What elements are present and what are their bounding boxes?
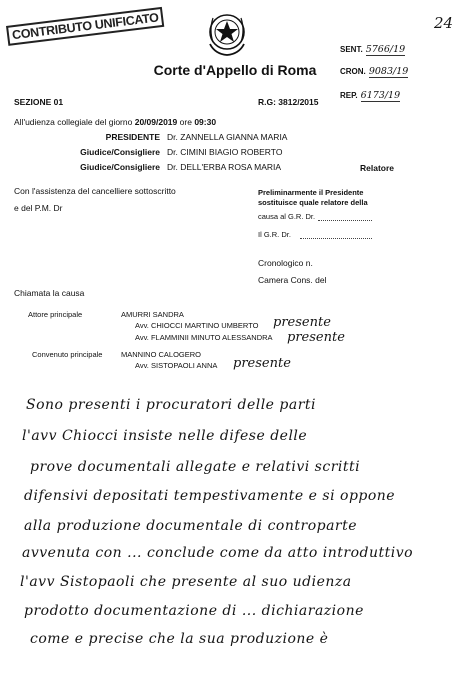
- handwritten-line: prove documentali allegate e relativi scritti: [30, 459, 361, 475]
- assistance-line-1: Con l'assistenza del cancelliere sottoscritto: [14, 186, 176, 196]
- gr-label: Il G.R. Dr.: [258, 230, 291, 239]
- judge-name: Dr. ZANNELLA GIANNA MARIA: [167, 132, 288, 142]
- court-title: Corte d'Appello di Roma: [153, 62, 317, 78]
- lawyer-sistopaoli-note: presente: [233, 356, 291, 371]
- handwritten-line: difensivi depositati tempestivamente e si oppone: [24, 488, 396, 504]
- registry-sent: SENT. 5766/19: [340, 44, 406, 55]
- judge-name: Dr. CIMINI BIAGIO ROBERTO: [167, 147, 283, 157]
- section-label: SEZIONE 01: [14, 97, 64, 107]
- italian-emblem-icon: [205, 8, 249, 58]
- handwritten-line: l'avv Chiocci insiste nelle difese delle: [22, 428, 308, 444]
- lawyer-flamminii: Avv. FLAMMINII MINUTO ALESSANDRA: [135, 333, 273, 342]
- causa-gr-line: [318, 220, 372, 221]
- called-cause: Chiamata la causa: [14, 288, 85, 298]
- judge-role: Giudice/Consigliere: [80, 147, 160, 157]
- registry-rep: REP. 6173/19: [340, 90, 401, 101]
- page-number: 24: [434, 14, 454, 32]
- handwritten-line: come e precise che la sua produzione è: [30, 631, 329, 647]
- cronologico-label: Cronologico n.: [258, 258, 313, 268]
- camera-label: Camera Cons. del: [258, 275, 327, 285]
- lawyer-chiocci: Avv. CHIOCCI MARTINO UMBERTO: [135, 321, 259, 330]
- judge-role: Giudice/Consigliere: [80, 162, 160, 172]
- attore-label: Attore principale: [28, 310, 83, 319]
- convenuto-label: Convenuto principale: [32, 350, 103, 359]
- attore-name: AMURRI SANDRA: [121, 310, 184, 319]
- rg-number: R.G: 3812/2015: [258, 97, 319, 107]
- contributo-unificato-stamp: CONTRIBUTO UNIFICATO: [6, 7, 165, 46]
- handwritten-line: l'avv Sistopaoli che presente al suo udienza: [20, 574, 352, 590]
- lawyer-chiocci-note: presente: [273, 315, 331, 330]
- assistance-line-2: e del P.M. Dr: [14, 203, 63, 213]
- gr-line: [300, 238, 372, 239]
- handwritten-line: alla produzione documentale di controparte: [24, 518, 358, 534]
- judge-role: PRESIDENTE: [105, 132, 160, 142]
- handwritten-line: prodotto documentazione di ... dichiarazione: [24, 603, 364, 619]
- lawyer-flamminii-note: presente: [287, 330, 345, 345]
- lawyer-sistopaoli: Avv. SISTOPAOLI ANNA: [135, 361, 218, 370]
- judge-name: Dr. DELL'ERBA ROSA MARIA: [167, 162, 282, 172]
- hearing-line: All'udienza collegiale del giorno 20/09/2019 ore 09:30: [14, 117, 217, 127]
- relatore-label: Relatore: [360, 163, 395, 173]
- convenuto-name: MANNINO CALOGERO: [121, 350, 202, 359]
- registry-cron: CRON. 9083/19: [340, 66, 409, 77]
- preliminary-line-2: sostituisce quale relatore della: [258, 198, 368, 207]
- handwritten-line: avvenuta con ... conclude come da atto introduttivo: [22, 545, 414, 561]
- causa-gr-label: causa al G.R. Dr.: [258, 212, 316, 221]
- handwritten-line: Sono presenti i procuratori delle parti: [26, 397, 317, 413]
- preliminary-line-1: Preliminarmente il Presidente: [258, 188, 364, 197]
